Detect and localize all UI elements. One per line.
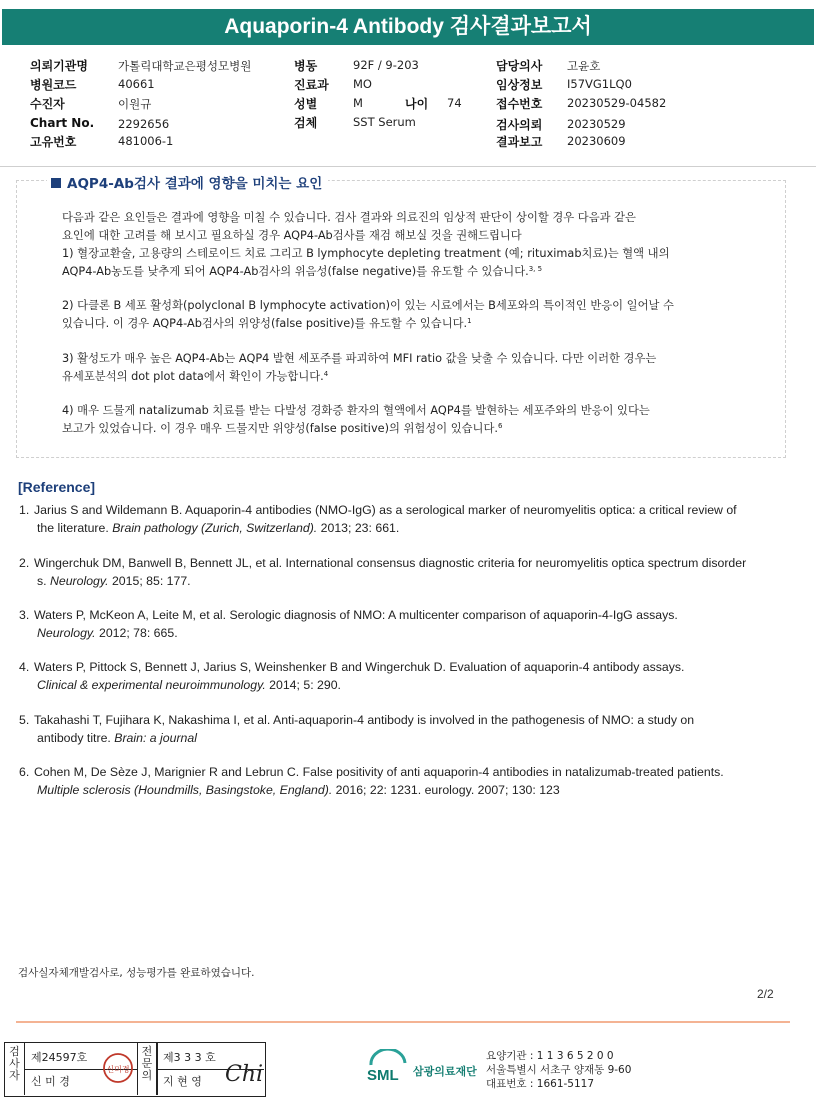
clinical-info-value: I57VG1LQ0	[567, 77, 632, 91]
factor-3-citation: 4	[323, 370, 329, 378]
receipt-no-value: 20230529-04582	[567, 96, 667, 110]
seal-stamp-icon	[101, 1051, 135, 1085]
report-title: Aquaporin-4 Antibody 검사결과보고서	[2, 9, 814, 45]
factor-3-line1: 3) 활성도가 매우 높은 AQP4-Ab는 AQP4 발현 세포주를 파괴하여 MFI ratio 값을 낮출 수 있습니다. 다만 이러한 경우는	[62, 352, 657, 365]
address: 서울특별시 서초구 양재동 9-60	[486, 1064, 632, 1076]
patient-value: 이원규	[118, 97, 152, 111]
patient-label: 수진자	[30, 97, 65, 111]
organization-name: 삼광의료재단	[413, 1065, 477, 1078]
factors-intro-line1: 다음과 같은 요인들은 결과에 영향을 미칠 수 있습니다. 검사 결과와 의료진의 임상적 판단이 상이할 경우 다음과 같은	[62, 211, 636, 224]
factor-2-line2: 있습니다. 이 경우 AQP4-Ab검사의 위양성(false positive)를 유도할 수 있습니다.$^1$	[62, 317, 472, 330]
factors-intro-line2: 요인에 대한 고려를 해 보시고 필요하실 경우 AQP4-Ab검사를 재검 해보실 것을 권해드립니다	[62, 229, 522, 242]
report-date-label: 결과보고	[496, 135, 543, 149]
phone-number: 대표번호 : 1661-5117	[486, 1078, 595, 1090]
factor-1-citation: 3, 5	[528, 265, 543, 273]
reference-title: [Reference]	[18, 479, 96, 495]
ward-label: 병동	[294, 59, 318, 73]
factor-4-line2: 보고가 있었습니다. 이 경우 매우 드물지만 위양성(false positive)의 위험성이 있습니다.$^6$	[62, 422, 503, 435]
age-value: 74	[447, 96, 462, 110]
specialist-label: 전문의	[137, 1043, 157, 1095]
tester-name: 신 미 경	[31, 1075, 70, 1088]
specialist-name: 지 현 영	[163, 1075, 202, 1088]
factor-2-line1: 2) 다클론 B 세포 활성화(polyclonal B lymphocyte activation)이 있는 시료에서는 B세포와의 특이적인 반응이 일어날 수	[62, 299, 674, 312]
sex-value: M	[353, 96, 363, 110]
tester-label: 검사자	[5, 1043, 25, 1095]
ward-value: 92F / 9-203	[353, 58, 419, 72]
chart-no-value: 2292656	[118, 117, 170, 131]
factor-1-line1: 1) 혈장교환술, 고용량의 스테로이드 치료 그리고 B lymphocyte depleting treatment (예; rituximab치료)는 혈액 내의	[62, 247, 670, 260]
validation-note: 검사실자체개발검사로, 성능평가를 완료하였습니다.	[18, 967, 255, 979]
svg-text:SML: SML	[367, 1067, 399, 1084]
sex-label: 성별	[294, 97, 318, 111]
svg-text:신미경: 신미경	[106, 1065, 130, 1074]
requesting-institution-label: 의뢰기관명	[30, 59, 88, 73]
svg-text:Chi: Chi	[225, 1062, 263, 1087]
specimen-value: SST Serum	[353, 115, 416, 129]
specimen-label: 검체	[294, 116, 318, 130]
info-divider	[0, 166, 816, 167]
factors-title	[47, 172, 328, 192]
square-bullet-icon	[51, 178, 61, 188]
hospital-code-value: 40661	[118, 77, 155, 91]
signature-icon	[223, 1051, 263, 1089]
request-date-label: 검사의뢰	[496, 118, 543, 132]
footer-divider	[16, 1021, 790, 1023]
signature-block	[4, 1042, 266, 1097]
department-label: 진료과	[294, 78, 329, 92]
report-date-value: 20230609	[567, 134, 626, 148]
sml-logo-icon	[365, 1049, 410, 1087]
tester-license: 제24597호	[31, 1051, 88, 1064]
clinical-info-label: 임상정보	[496, 78, 543, 92]
doctor-value: 고윤호	[567, 59, 601, 73]
unique-no-value: 481006-1	[118, 134, 174, 148]
factor-1-line2: AQP4-Ab농도를 낮추게 되어 AQP4-Ab검사의 위음성(false negative)를 유도할 수 있습니다.$^{3, 5}$	[62, 265, 543, 278]
doctor-label: 담당의사	[496, 59, 543, 73]
page-number: 2/2	[757, 987, 774, 1001]
factor-4-citation: 6	[497, 422, 503, 430]
request-date-value: 20230529	[567, 117, 626, 131]
contact-info	[486, 1049, 631, 1091]
factor-2-citation: 1	[467, 317, 472, 325]
factors-title-text: AQP4-Ab검사 결과에 영향을 미치는 요인	[67, 176, 323, 192]
institution-code: 요양기관 : 1 1 3 6 5 2 0 0	[486, 1050, 614, 1062]
unique-no-label: 고유번호	[30, 135, 77, 149]
factor-4-line1: 4) 매우 드물게 natalizumab 치료를 받는 다발성 경화증 환자의 혈액에서 AQP4를 발현하는 세포주와의 반응이 있다는	[62, 404, 650, 417]
department-value: MO	[353, 77, 372, 91]
age-label: 나이	[405, 97, 429, 111]
patient-info-section	[0, 55, 816, 155]
receipt-no-label: 접수번호	[496, 97, 543, 111]
factor-3-line2: 유세포분석의 dot plot data에서 확인이 가능합니다.$^4$	[62, 370, 329, 383]
factors-box	[16, 176, 786, 458]
chart-no-label: Chart No.	[30, 116, 95, 130]
requesting-institution-value: 가톨릭대학교은평성모병원	[118, 59, 252, 73]
hospital-code-label: 병원코드	[30, 78, 77, 92]
specialist-license: 제3 3 3 호	[163, 1051, 216, 1064]
